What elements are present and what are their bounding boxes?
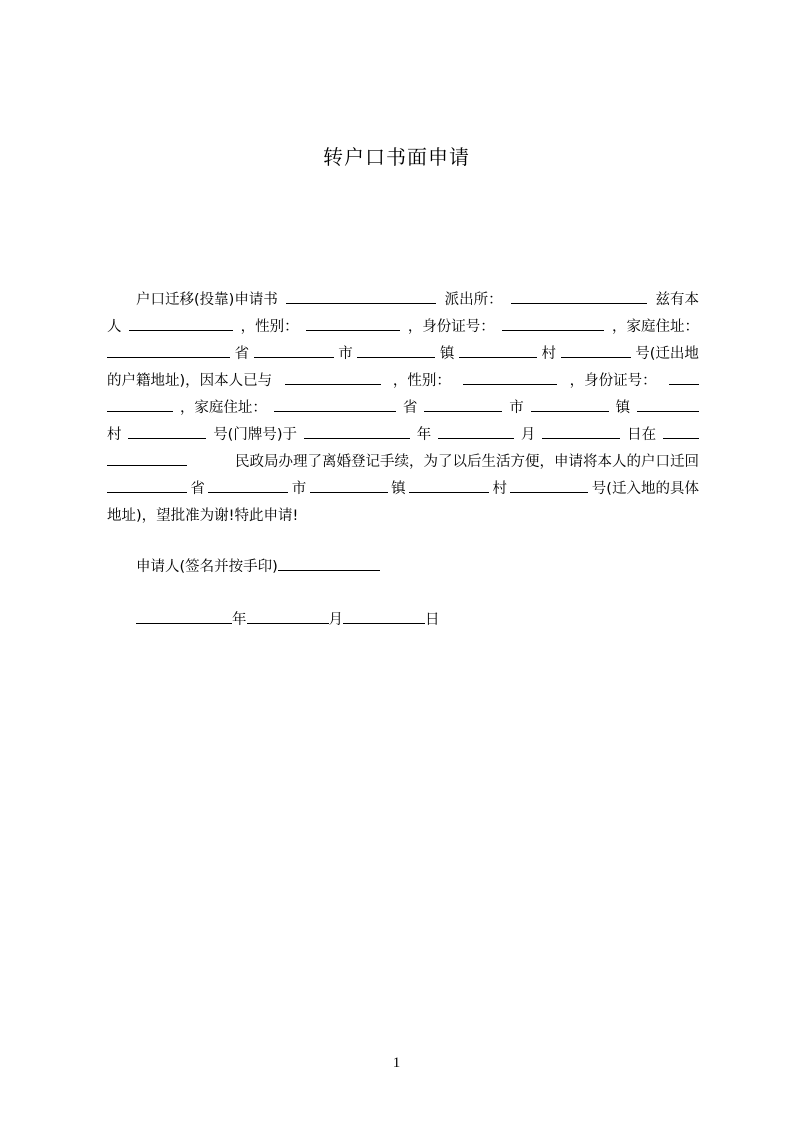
date-month-label: 月 — [328, 612, 343, 628]
text-segment: 号(迁入地的具体 — [591, 481, 699, 497]
text-segment: ，身份证号： — [569, 373, 657, 389]
text-segment: 号(门牌号)于 — [213, 427, 298, 443]
text-segment: 市 — [509, 400, 524, 416]
page-number: 1 — [392, 1055, 401, 1071]
date-month-blank[interactable] — [247, 607, 329, 624]
text-segment: 市 — [338, 346, 353, 362]
destination-town-blank[interactable] — [310, 476, 388, 493]
ex-spouse-name-blank[interactable] — [285, 368, 381, 385]
text-segment: 省 — [234, 346, 250, 362]
text-segment: 派出所： — [444, 292, 503, 308]
ex-spouse-city-blank[interactable] — [424, 395, 502, 412]
police-station-blank[interactable] — [286, 287, 436, 304]
divorce-month-blank[interactable] — [438, 422, 514, 439]
applicant-gender-blank[interactable] — [306, 314, 400, 331]
civil-affairs-bureau-blank-continued[interactable] — [107, 449, 187, 466]
date-year-blank[interactable] — [136, 607, 232, 624]
text-segment: 兹有本 — [655, 292, 699, 308]
text-segment: ，身份证号： — [407, 319, 495, 335]
text-segment: ，家庭住址： — [611, 319, 699, 335]
origin-province-blank[interactable] — [107, 341, 230, 358]
ex-spouse-id-blank-continued[interactable] — [107, 395, 173, 412]
destination-village-blank[interactable] — [409, 476, 489, 493]
origin-number-blank[interactable] — [561, 341, 631, 358]
document-title: 转户口书面申请 — [323, 145, 470, 169]
text-segment: 镇 — [615, 400, 631, 416]
body-line-4 — [107, 368, 699, 394]
applicant-id-blank[interactable] — [502, 314, 604, 331]
text-segment: 号(迁出地 — [635, 346, 699, 362]
body-line-3 — [107, 341, 699, 367]
text-segment: 镇 — [391, 481, 406, 497]
text-segment: 省 — [190, 481, 205, 497]
body-line-9 — [107, 503, 699, 529]
signature-label: 申请人(签名并按手印) — [136, 559, 278, 575]
origin-village-blank[interactable] — [459, 341, 537, 358]
text-segment: 市 — [291, 481, 307, 497]
signature-blank[interactable] — [278, 554, 380, 571]
body-line-7 — [107, 449, 699, 475]
text-segment: 年 — [416, 427, 432, 443]
civil-affairs-bureau-blank[interactable] — [663, 422, 699, 439]
text-segment: 户口迁移(投靠)申请书 — [136, 292, 278, 308]
destination-number-blank[interactable] — [510, 476, 588, 493]
body-line-5 — [107, 395, 699, 421]
text-segment: 月 — [520, 427, 536, 443]
date-day-blank[interactable] — [343, 607, 425, 624]
origin-town-blank[interactable] — [357, 341, 435, 358]
house-number-blank[interactable] — [128, 422, 206, 439]
destination-province-blank[interactable] — [107, 476, 187, 493]
divorce-year-blank[interactable] — [304, 422, 410, 439]
body-line-1 — [107, 287, 699, 313]
signature-line — [136, 554, 380, 580]
text-segment: 镇 — [439, 346, 455, 362]
divorce-day-blank[interactable] — [542, 422, 620, 439]
text-segment: 村 — [107, 427, 122, 443]
text-segment: ，性别： — [392, 373, 451, 389]
date-year-label: 年 — [232, 612, 247, 628]
body-line-2 — [107, 314, 699, 340]
body-line-8 — [107, 476, 699, 502]
text-segment: 民政局办理了离婚登记手续，为了以后生活方便，申请将本人的户口迁回 — [235, 454, 699, 470]
destination-city-blank[interactable] — [208, 476, 288, 493]
ex-spouse-id-blank[interactable] — [669, 368, 699, 385]
ex-spouse-town-blank[interactable] — [531, 395, 609, 412]
text-segment: 的户籍地址)，因本人已与 — [107, 373, 273, 389]
body-line-6 — [107, 422, 699, 448]
text-segment: 村 — [541, 346, 557, 362]
text-segment: 地址)，望批准为谢!特此申请! — [107, 508, 299, 524]
text-segment: 日在 — [627, 427, 657, 443]
text-segment: ，家庭住址： — [179, 400, 267, 416]
text-segment: 省 — [402, 400, 418, 416]
ex-spouse-gender-blank[interactable] — [463, 368, 557, 385]
text-segment: ，性别： — [240, 319, 299, 335]
ex-spouse-village-blank[interactable] — [637, 395, 699, 412]
date-day-label: 日 — [425, 612, 440, 628]
date-line — [136, 607, 440, 633]
ex-spouse-address-blank[interactable] — [274, 395, 396, 412]
applicant-name-blank[interactable] — [129, 314, 233, 331]
police-station-name-blank[interactable] — [511, 287, 647, 304]
origin-city-blank[interactable] — [254, 341, 334, 358]
text-segment: 村 — [492, 481, 507, 497]
text-segment: 人 — [107, 319, 122, 335]
